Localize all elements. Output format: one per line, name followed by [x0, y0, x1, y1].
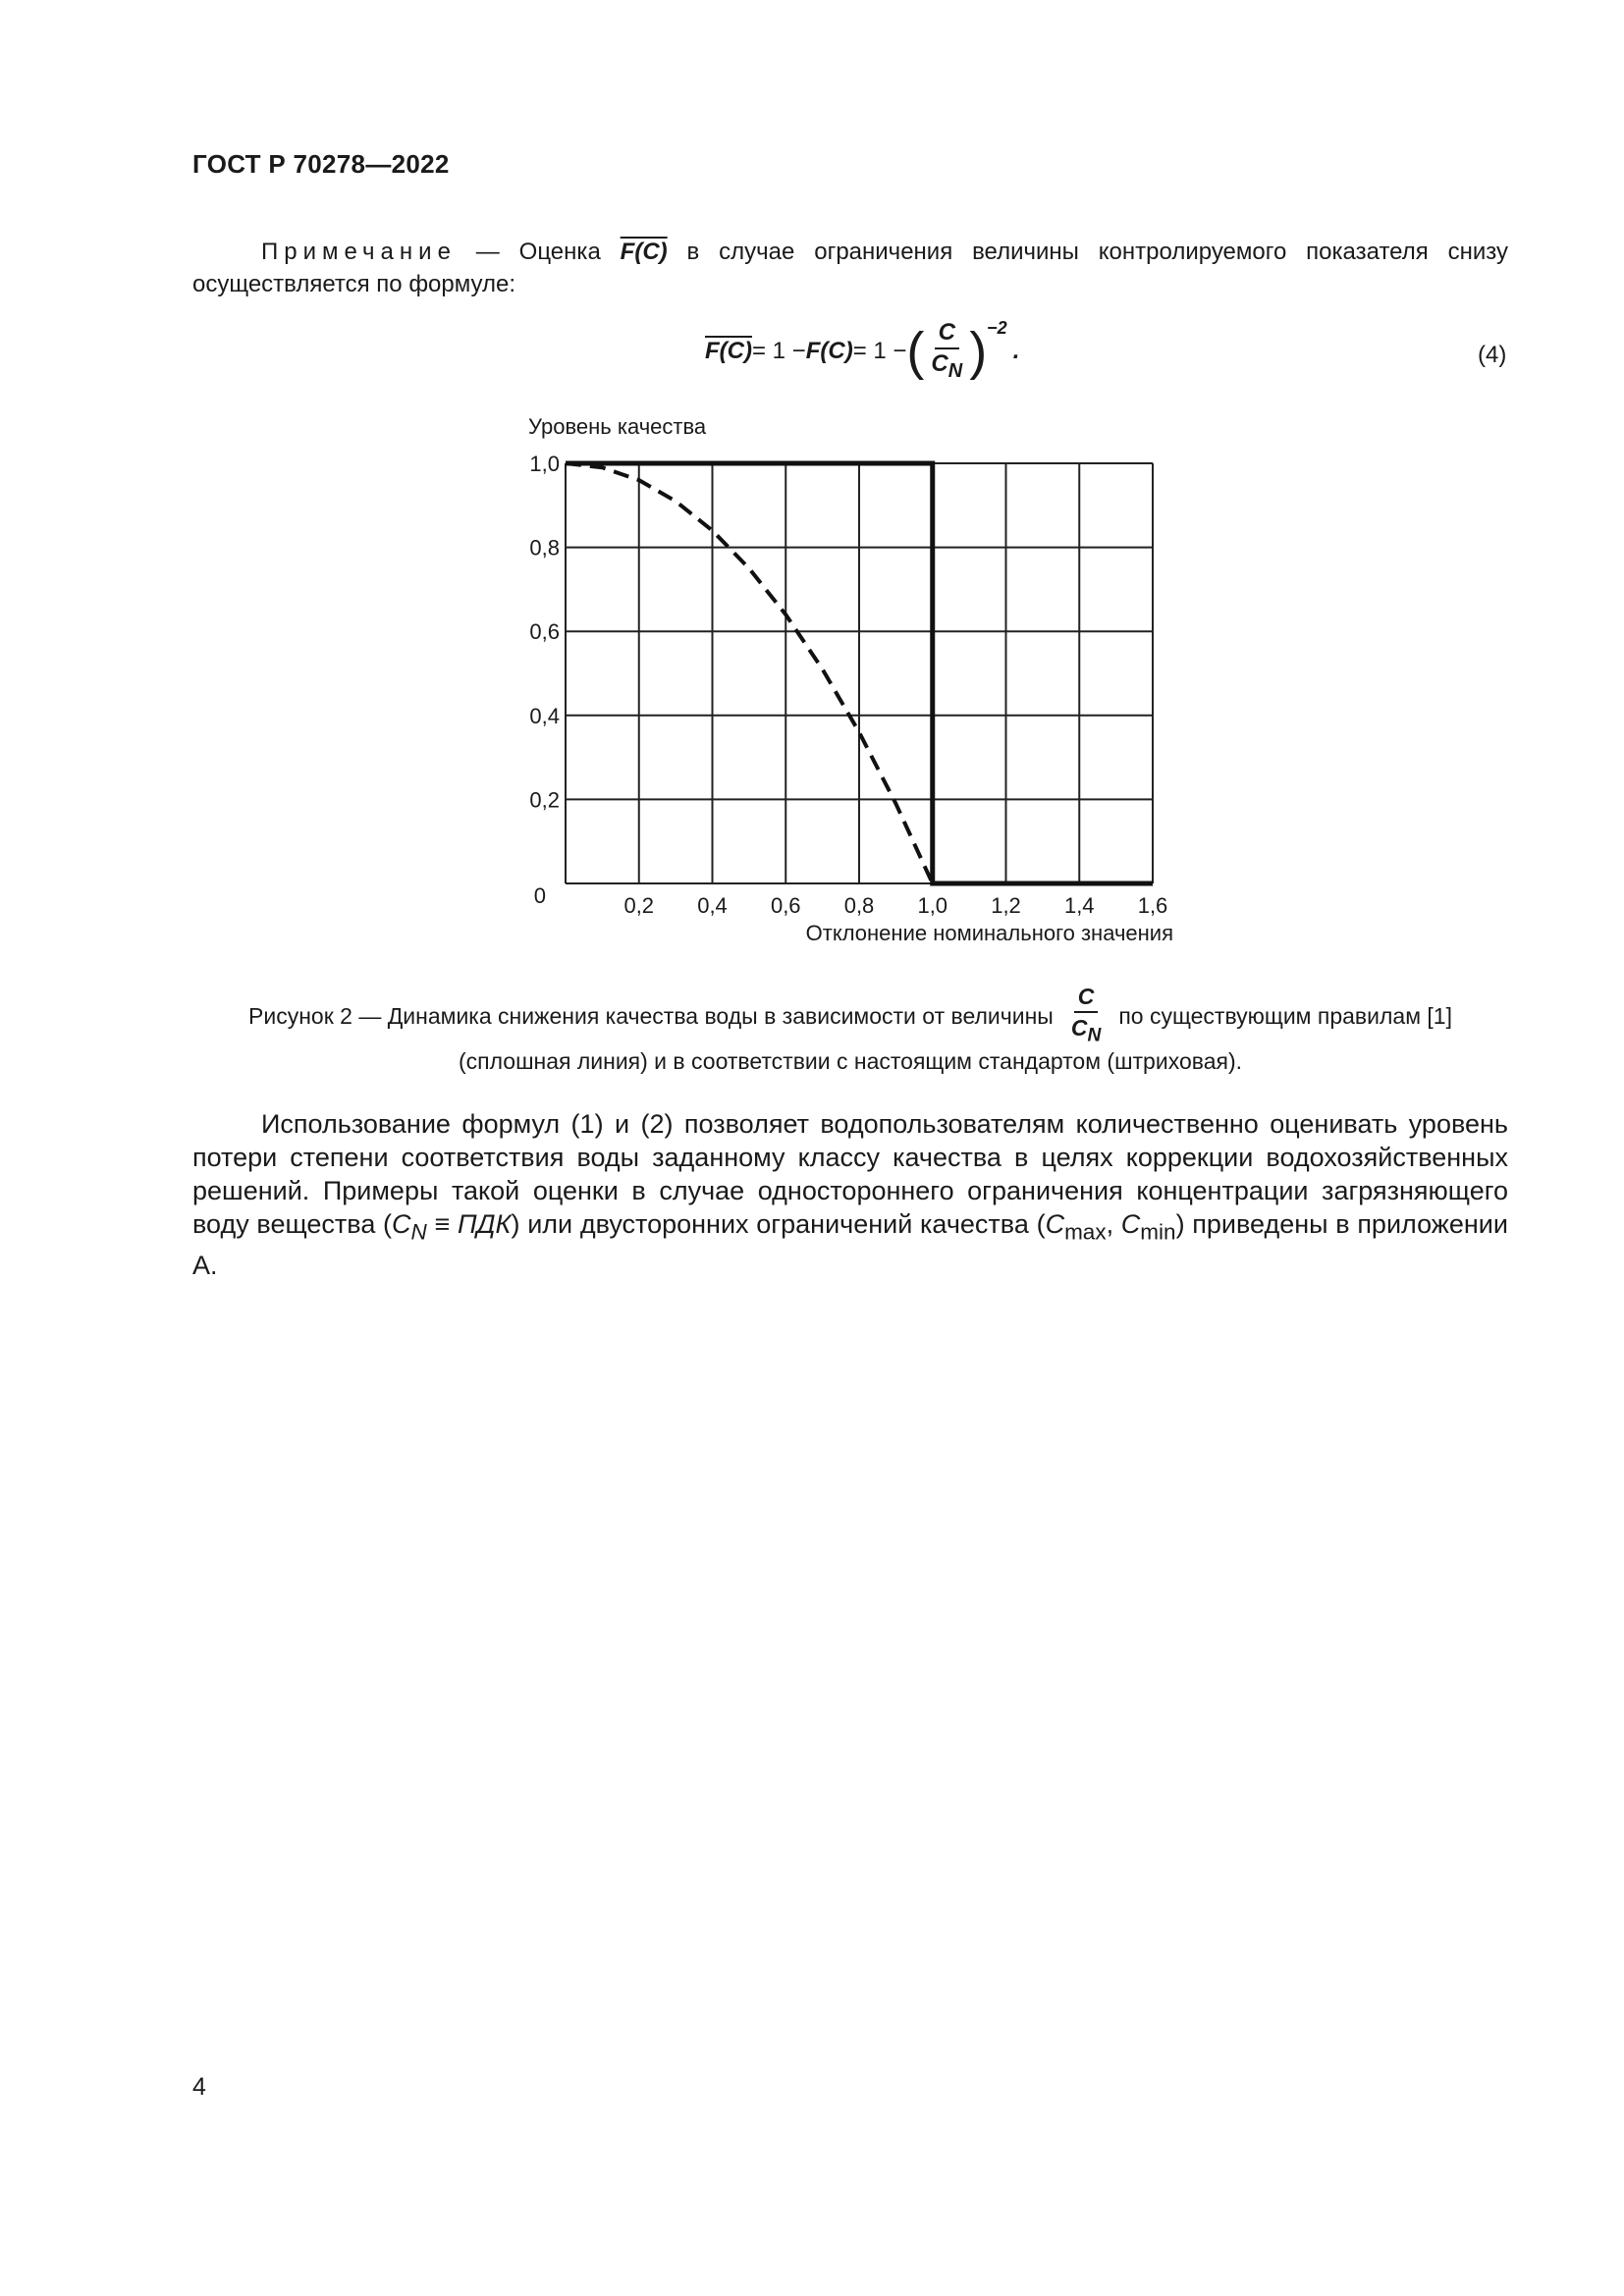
- x-tick-label: 0,6: [770, 893, 801, 918]
- chart-ticks: [529, 452, 1167, 918]
- origin-label: 0: [533, 883, 546, 908]
- formula-exponent: −2: [987, 318, 1007, 338]
- formula-mid: F(C): [805, 338, 853, 364]
- caption-before: Рисунок 2 — Динамика снижения качества воды в зависимости от величины: [248, 1002, 1054, 1029]
- x-tick-label: 0,4: [697, 893, 728, 918]
- caption-fraction: [1067, 982, 1105, 1051]
- y-tick-label: 0,8: [529, 535, 560, 561]
- formula-den-main: C: [931, 349, 948, 377]
- note-label: Примечание: [261, 239, 457, 265]
- x-tick-label: 1,0: [917, 893, 948, 918]
- series-dashed-line: [566, 463, 933, 883]
- body-cn-sub: N: [410, 1219, 427, 1245]
- document-header: ГОСТ Р 70278—2022: [192, 149, 450, 179]
- formula-lhs: F(C): [705, 338, 752, 364]
- formula-denominator: [927, 349, 966, 386]
- formula-eq1: = 1 −: [751, 338, 806, 364]
- body-cn: C: [392, 1209, 411, 1239]
- x-tick-label: 1,2: [991, 893, 1021, 918]
- page-number: 4: [192, 2073, 206, 2101]
- formula-den-sub: N: [947, 359, 963, 382]
- note-text-before: — Оценка: [456, 239, 621, 265]
- note-fbar-symbol: F(C): [620, 239, 668, 265]
- body-text-1: Использование формул (1) и (2) позволяет водопользователям количественно оценивать уровень потери степени соответствия воды заданному классу качества в целях коррекции водохозяйственных решений. Примеры такой оценки в случае одностороннего ограничения концентрации загрязняющего воду вещества (: [192, 1109, 1508, 1239]
- body-cmax-sub: max: [1064, 1219, 1107, 1245]
- y-tick-label: 0,2: [529, 787, 560, 813]
- y-tick-label: 0,4: [529, 703, 560, 728]
- y-tick-label: 0,6: [529, 619, 560, 645]
- figure-caption-line1: [192, 982, 1508, 1051]
- body-cmin: C: [1120, 1209, 1141, 1239]
- body-text-2: ) или двусторонних ограничений качества (: [511, 1209, 1046, 1239]
- note-text-after: в случае ограничения величины контролируемого показателя снизу осуществляется по формуле:: [192, 239, 1508, 297]
- formula-4: [705, 312, 1019, 391]
- caption-after: по существующим правилам [1]: [1118, 1002, 1452, 1029]
- formula-numerator: C: [935, 318, 959, 349]
- body-paragraph: [192, 1107, 1508, 1282]
- formula-left-paren: (: [906, 322, 925, 381]
- body-text-3: ) приведены в приложении А.: [192, 1209, 1508, 1281]
- figure-caption-line2: (сплошная линия) и в соответствии с настоящим стандартом (штриховая).: [458, 1048, 1242, 1074]
- body-equiv: ≡: [426, 1209, 458, 1239]
- equation-number: (4): [1478, 342, 1507, 368]
- y-tick-label: 1,0: [529, 452, 560, 476]
- quality-chart: [511, 412, 1198, 962]
- formula-fraction: [927, 318, 966, 386]
- y-axis-label: Уровень качества: [528, 414, 707, 439]
- x-tick-label: 0,2: [623, 893, 655, 918]
- body-cmax: C: [1045, 1209, 1065, 1239]
- chart-grid: [566, 463, 1153, 883]
- formula-tail: .: [1012, 338, 1020, 364]
- x-axis-label: Отклонение номинального значения: [805, 921, 1173, 945]
- body-pdk: ПДК: [457, 1209, 512, 1239]
- formula-eq2: = 1 −: [852, 338, 907, 364]
- note-paragraph: [192, 236, 1508, 300]
- x-tick-label: 1,6: [1137, 893, 1168, 918]
- formula-right-paren: ): [969, 322, 988, 381]
- body-comma: ,: [1106, 1209, 1121, 1239]
- caption-frac-den-sub: N: [1087, 1025, 1102, 1046]
- body-cmin-sub: min: [1140, 1219, 1176, 1245]
- caption-frac-den-main: C: [1070, 1015, 1088, 1041]
- caption-frac-den: [1067, 1013, 1105, 1051]
- x-tick-label: 0,8: [843, 893, 875, 918]
- x-tick-label: 1,4: [1063, 893, 1095, 918]
- caption-frac-num: C: [1074, 982, 1099, 1013]
